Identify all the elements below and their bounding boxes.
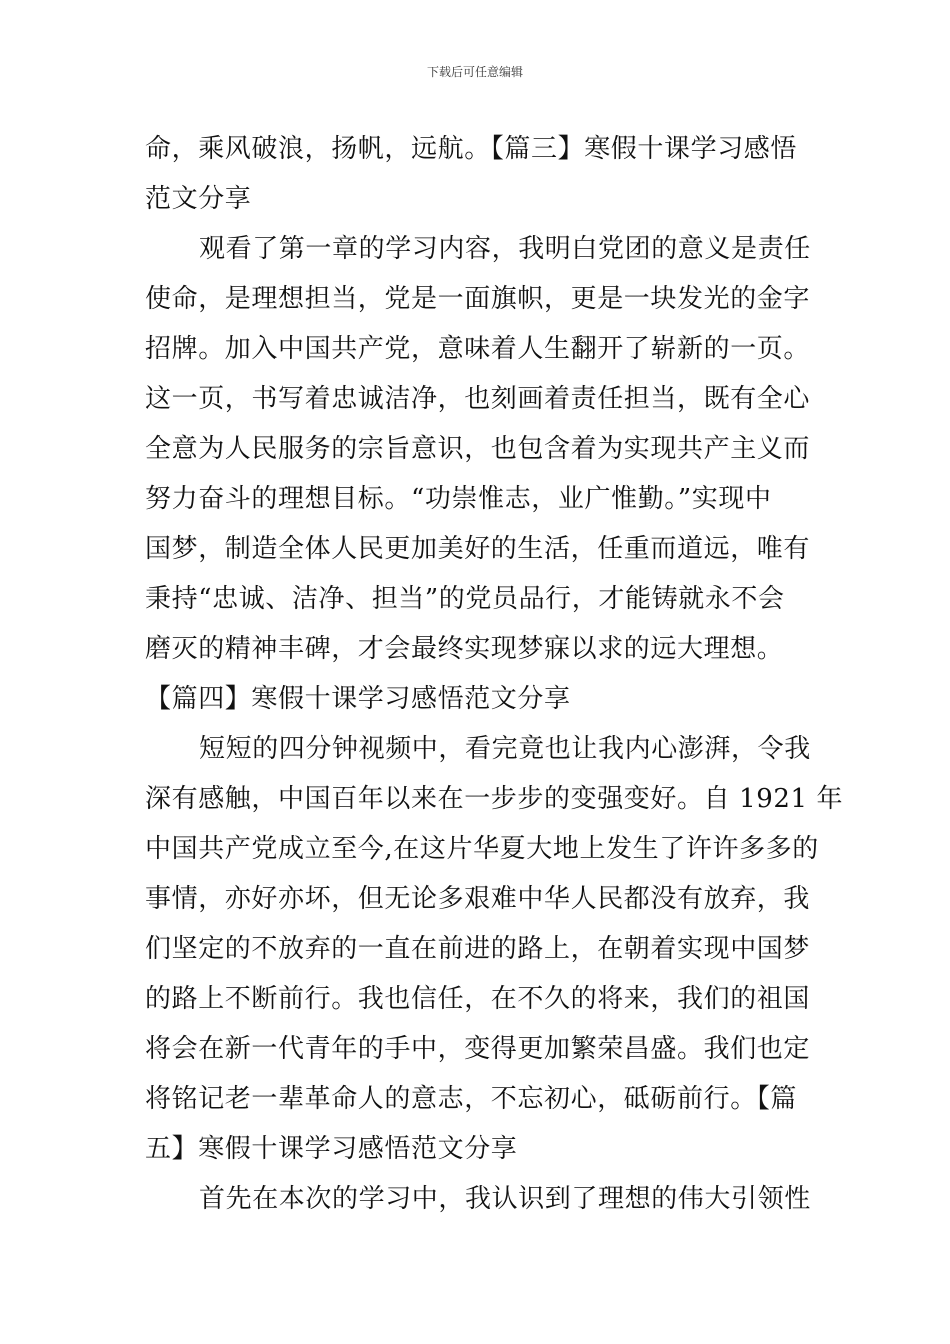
text-line: 将铭记老一辈革命人的意志，不忘初心，砥砺前行。【篇 bbox=[145, 1084, 798, 1114]
text-line: 磨灭的精神丰碑，才会最终实现梦寐以求的远大理想。 bbox=[145, 634, 784, 664]
paragraph-start-line: 首先在本次的学习中，我认识到了理想的伟大引领性 bbox=[199, 1184, 811, 1214]
text-line: 努力奋斗的理想目标。“功崇惟志，业广惟勤。”实现中 bbox=[145, 484, 772, 514]
text-line: 使命，是理想担当，党是一面旗帜，更是一块发光的金字 bbox=[145, 284, 811, 314]
document-body bbox=[145, 124, 844, 1224]
text-line: 招牌。加入中国共产党，意味着人生翻开了崭新的一页。 bbox=[145, 334, 811, 364]
text-line: 事情，亦好亦坏，但无论多艰难中华人民都没有放弃，我 bbox=[145, 884, 811, 914]
text-line: 这一页，书写着忠诚洁净，也刻画着责任担当，既有全心 bbox=[145, 384, 811, 414]
text-line: 范文分享 bbox=[145, 184, 252, 214]
text-line: 五】寒假十课学习感悟范文分享 bbox=[145, 1134, 518, 1164]
text-line: 秉持“忠诚、洁净、担当”的党员品行，才能铸就永不会 bbox=[145, 584, 785, 614]
text-line: 将会在新一代青年的手中，变得更加繁荣昌盛。我们也定 bbox=[145, 1034, 811, 1064]
paragraph-start-line: 观看了第一章的学习内容，我明白党团的意义是责任 bbox=[199, 234, 811, 264]
text-line: 的路上不断前行。我也信任，在不久的将来，我们的祖国 bbox=[145, 984, 811, 1014]
text-line: 命，乘风破浪，扬帆，远航。【篇三】寒假十课学习感悟 bbox=[145, 134, 798, 164]
text-line: 们坚定的不放弃的一直在前进的路上，在朝着实现中国梦 bbox=[145, 934, 811, 964]
section-heading-line: 【篇四】寒假十课学习感悟范文分享 bbox=[145, 684, 571, 714]
text-line: 深有感触，中国百年以来在一步步的变强变好。自 1921 年 bbox=[145, 784, 844, 814]
text-line: 国梦，制造全体人民更加美好的生活，任重而道远，唯有 bbox=[145, 534, 811, 564]
paragraph-start-line: 短短的四分钟视频中，看完竟也让我内心澎湃，令我 bbox=[199, 734, 811, 764]
text-line: 中国共产党成立至今,在这片华夏大地上发生了许许多多的 bbox=[145, 834, 819, 864]
page-header: 下载后可任意编辑 bbox=[426, 65, 523, 79]
text-line: 全意为人民服务的宗旨意识，也包含着为实现共产主义而 bbox=[145, 434, 811, 464]
